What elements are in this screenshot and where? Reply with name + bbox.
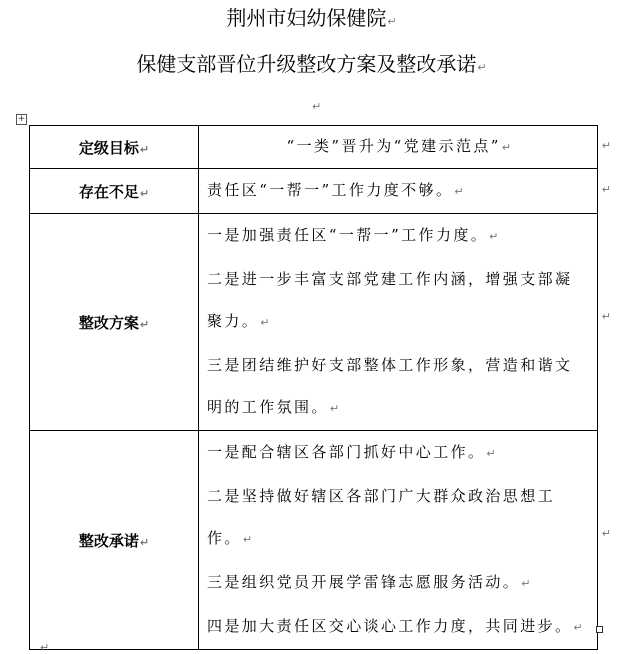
paragraph-mark-icon: ↵ xyxy=(477,61,487,74)
row-end-mark-icon: ↵ xyxy=(601,139,611,152)
content-line: 三是组织党员开展学雷锋志愿服务活动。↵ xyxy=(207,573,533,591)
content-line: 作。↵ xyxy=(207,529,255,547)
rectification-table xyxy=(29,125,611,650)
paragraph-mark-icon: ↵ xyxy=(329,402,342,415)
document-title-line-1: 荆州市妇幼保健院↵ xyxy=(226,6,397,30)
row-end-mark-icon: ↵ xyxy=(601,183,611,196)
paragraph-mark-icon: ↵ xyxy=(573,621,586,634)
content-line: 四是加大责任区交心谈心工作力度，共同进步。↵ xyxy=(207,617,586,635)
paragraph-mark-icon: ↵ xyxy=(139,317,150,331)
paragraph-mark-icon: ↵ xyxy=(521,577,533,590)
table-move-handle-icon[interactable]: + xyxy=(17,114,26,124)
content-line: 三是团结维护好支部整体工作形象，营造和谐文 xyxy=(207,356,573,374)
paragraph-mark-icon: ↵ xyxy=(312,100,322,113)
table-resize-handle-icon[interactable] xyxy=(596,626,603,633)
paragraph-mark-icon: ↵ xyxy=(40,641,50,654)
table-row-rectification-commitment xyxy=(30,431,598,650)
table-row-rectification-plan xyxy=(30,214,598,431)
paragraph-mark-icon: ↵ xyxy=(139,186,150,200)
row-end-mark-icon: ↵ xyxy=(601,310,611,323)
paragraph-mark-icon: ↵ xyxy=(139,535,150,549)
row-label-cell: 整改承诺↵ xyxy=(30,431,199,650)
table-row-target-level xyxy=(30,126,598,169)
row-label-cell: 定级目标↵ xyxy=(30,126,199,169)
content-line: 二是进一步丰富支部党建工作内涵，增强支部凝 xyxy=(207,270,573,288)
content-line: 一是加强责任区“一帮一”工作力度。↵ xyxy=(207,226,501,244)
row-label-cell: 存在不足↵ xyxy=(30,169,199,214)
document-title-line-2: 保健支部晋位升级整改方案及整改承诺↵ xyxy=(136,52,487,76)
paragraph-mark-icon: ↵ xyxy=(501,141,514,154)
table-row-shortcomings xyxy=(30,169,598,214)
content-line: 明的工作氛围。↵ xyxy=(207,398,342,416)
paragraph-mark-icon: ↵ xyxy=(387,15,397,28)
row-content-cell xyxy=(199,126,611,169)
paragraph-mark-icon: ↵ xyxy=(489,230,501,243)
row-content-cell xyxy=(199,169,611,214)
paragraph-mark-icon: ↵ xyxy=(486,447,499,460)
paragraph-mark-icon: ↵ xyxy=(139,142,150,156)
paragraph-mark-icon: ↵ xyxy=(454,185,466,198)
paragraph-mark-icon: ↵ xyxy=(260,316,272,329)
content-line: 聚力。↵ xyxy=(207,312,272,330)
paragraph-mark-icon: ↵ xyxy=(242,533,255,546)
content-line: 二是坚持做好辖区各部门广大群众政治思想工 xyxy=(207,487,556,505)
content-line: 一是配合辖区各部门抓好中心工作。↵ xyxy=(207,443,499,461)
row-end-mark-icon: ↵ xyxy=(601,527,611,540)
row-label-cell: 整改方案↵ xyxy=(30,214,199,431)
content-line: 责任区“一帮一”工作力度不够。↵ xyxy=(207,181,466,199)
row-content-cell xyxy=(199,431,611,650)
content-line: “一类”晋升为“党建示范点”↵ xyxy=(286,137,514,155)
row-content-cell xyxy=(199,214,611,431)
